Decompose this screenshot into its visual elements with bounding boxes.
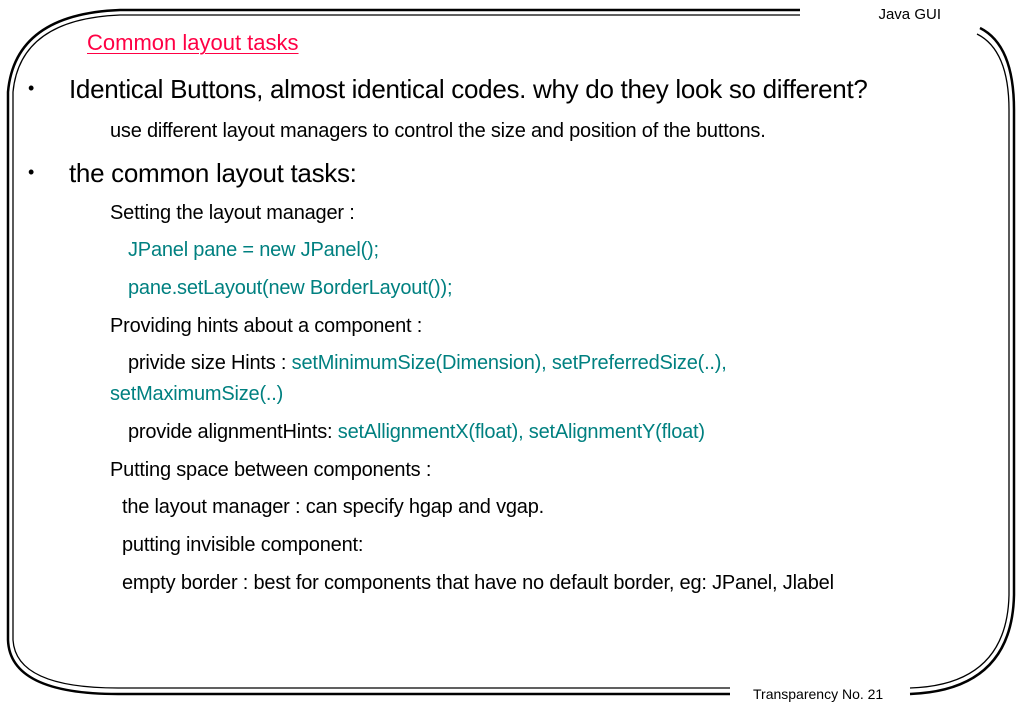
code-text: JPanel pane = new JPanel(); bbox=[128, 239, 379, 261]
bullet-icon: • bbox=[28, 162, 35, 182]
list-item bbox=[0, 238, 1023, 262]
list-item bbox=[0, 571, 1023, 595]
code-text: pane.setLayout(new BorderLayout()); bbox=[128, 277, 453, 299]
bullet-icon: • bbox=[28, 78, 35, 98]
bullet-text: putting invisible component: bbox=[122, 534, 364, 556]
list-item-continuation bbox=[0, 382, 1023, 406]
list-item bbox=[0, 458, 1023, 482]
code-text: setMinimumSize(Dimension), setPreferredSize(..), bbox=[291, 352, 727, 374]
bullet-text: the common layout tasks: bbox=[69, 158, 357, 188]
list-item bbox=[0, 495, 1023, 519]
bullet-text: use different layout managers to control the size and position of the buttons. bbox=[110, 120, 766, 142]
page-title: Common layout tasks bbox=[87, 30, 299, 55]
bullet-text bbox=[110, 420, 705, 444]
bullet-text: the layout manager : can specify hgap and vgap. bbox=[122, 496, 544, 518]
list-item bbox=[0, 74, 1023, 104]
list-item bbox=[0, 351, 1023, 375]
code-text: setAllignmentX(float), setAlignmentY(float) bbox=[337, 421, 705, 443]
bullet-text: Identical Buttons, almost identical codes. why do they look so different? bbox=[69, 74, 868, 104]
list-item bbox=[0, 533, 1023, 557]
list-item bbox=[0, 314, 1023, 338]
bullet-text: Setting the layout manager : bbox=[110, 202, 355, 224]
bullet-text: Providing hints about a component : bbox=[110, 315, 423, 337]
footer-label: Transparency No. 21 bbox=[745, 686, 891, 702]
bullet-text bbox=[110, 351, 727, 375]
hint-label: provide alignmentHints: bbox=[128, 421, 338, 443]
hint-label: privide size Hints : bbox=[128, 352, 292, 374]
header-label: Java GUI bbox=[878, 6, 941, 23]
list-item bbox=[0, 119, 1023, 143]
list-item bbox=[0, 420, 1023, 444]
list-item bbox=[0, 201, 1023, 225]
code-text: setMaximumSize(..) bbox=[110, 383, 284, 405]
list-item bbox=[0, 276, 1023, 300]
list-item bbox=[0, 158, 1023, 188]
bullet-text: empty border : best for components that have no default border, eg: JPanel, Jlabel bbox=[122, 572, 834, 594]
bullet-text: Putting space between components : bbox=[110, 459, 432, 481]
